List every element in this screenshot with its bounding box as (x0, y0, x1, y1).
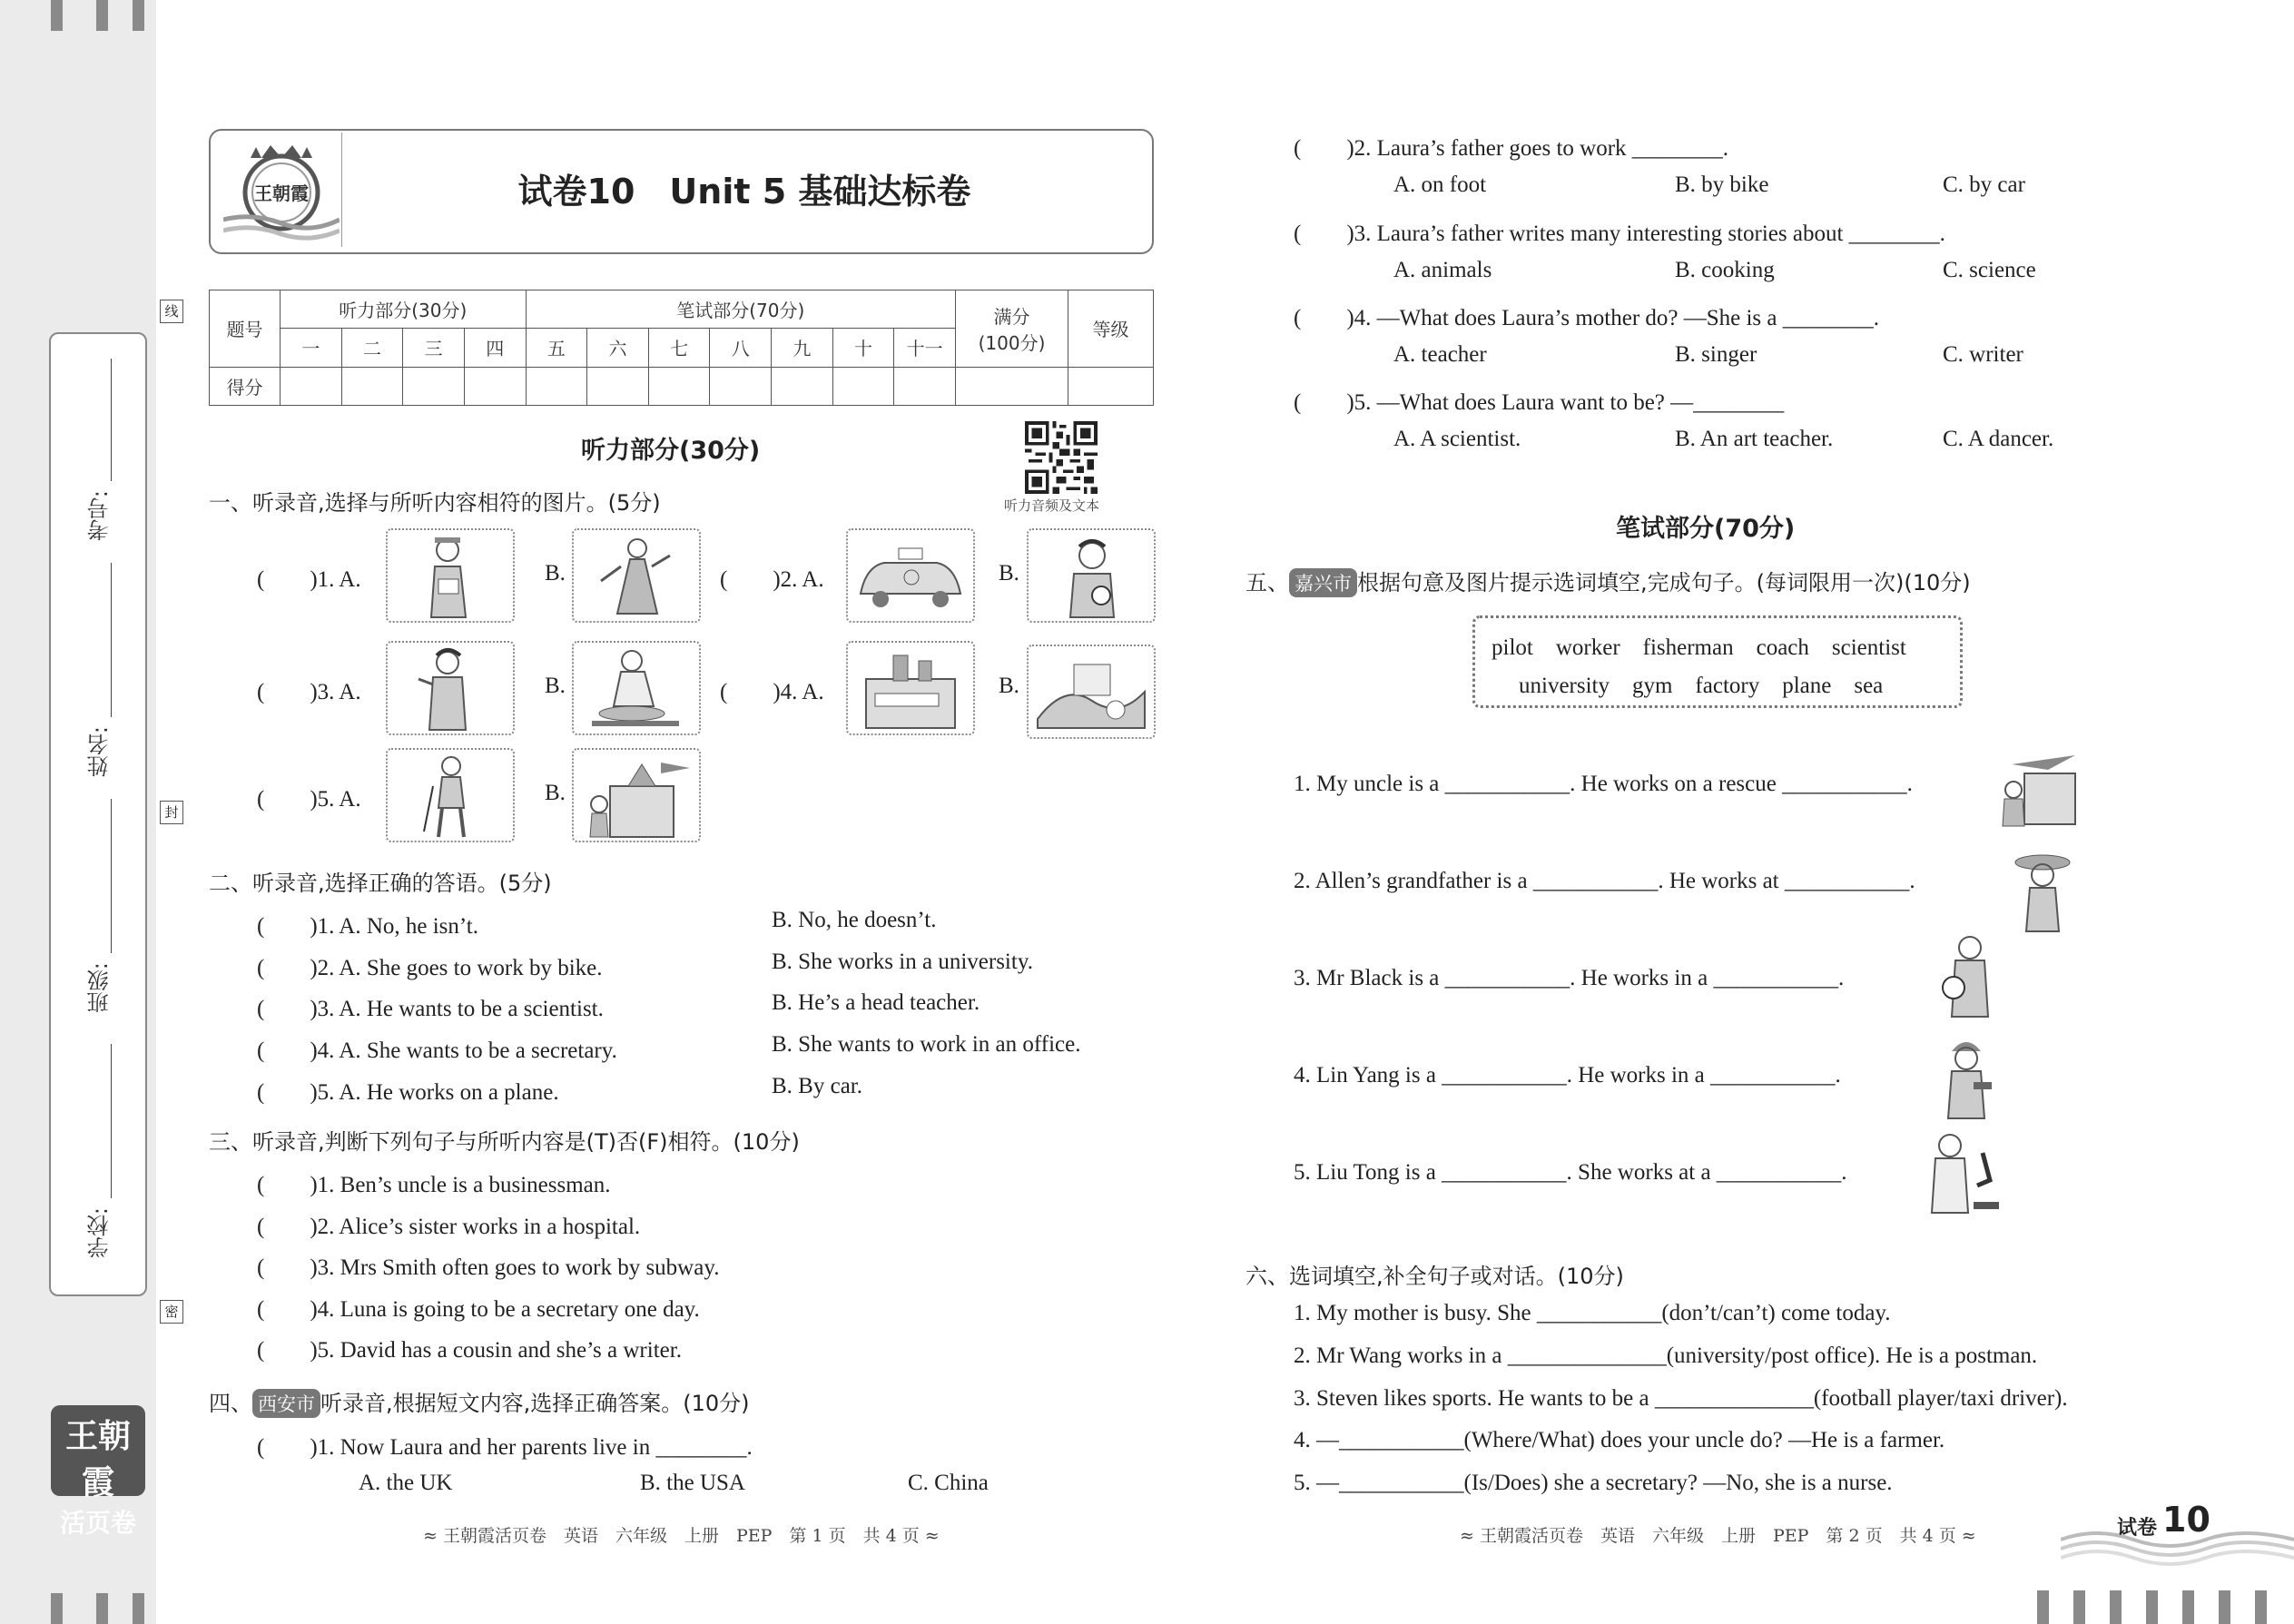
p4-q1-c: C. China (908, 1471, 989, 1495)
col-3: 三 (403, 329, 465, 367)
brand-logo: 王朝霞 活页卷 (51, 1405, 145, 1496)
part2-heading: 二、听录音,选择正确的答语。(5分) (209, 871, 552, 896)
p1-q3-b-label: B. (545, 674, 566, 698)
p1-q5-b-picture[interactable] (572, 748, 701, 842)
col-1: 一 (281, 329, 342, 367)
p2-q3-b: B. He’s a head teacher. (772, 990, 980, 1015)
farmer-hat-picture (2006, 844, 2079, 935)
score-cell[interactable] (956, 367, 1068, 405)
school-field[interactable] (111, 1044, 112, 1198)
p1-q5-b-label: B. (545, 781, 566, 805)
name-field[interactable] (111, 563, 112, 717)
score-cell[interactable] (587, 367, 649, 405)
score-cell[interactable] (464, 367, 526, 405)
p4-q2-c: C. by car (1943, 172, 2025, 197)
listening-header: 听力部分(30分) (281, 290, 527, 329)
p5-q4: 4. Lin Yang is a ___________. He works in a ___________. (1294, 1063, 1841, 1088)
col-10: 十 (832, 329, 894, 367)
word-bank (1472, 615, 1963, 708)
paper-badge: 试卷 10 (2061, 1500, 2294, 1572)
part1-heading: 一、听录音,选择与所听内容相符的图片。(5分) (209, 490, 661, 516)
svg-text:王朝霞: 王朝霞 (254, 182, 309, 204)
p4-q1-a: A. the UK (359, 1471, 453, 1495)
qr-caption: 听力音频及文本 (1004, 497, 1100, 514)
p1-q4-a-picture[interactable] (846, 641, 975, 735)
p2-q4-b: B. She wants to work in an office. (772, 1032, 1081, 1057)
scientist-microscope-picture (1923, 1126, 2004, 1216)
score-cell[interactable] (832, 367, 894, 405)
p1-q1-b-picture[interactable] (572, 528, 701, 623)
p6-q2: 2. Mr Wang works in a ______________(university/post office). He is a postman. (1294, 1343, 2038, 1368)
name-label: 姓名: (87, 726, 113, 778)
seal-line: 线 (160, 300, 183, 323)
p4-q2-a: A. on foot (1393, 172, 1487, 197)
p1-q2-a-picture[interactable] (846, 528, 975, 623)
coach-ball-picture (1934, 930, 2006, 1020)
col-2: 二 (341, 329, 403, 367)
col-4: 四 (464, 329, 526, 367)
p4-q5: ( )5. —What does Laura want to be? —________ (1294, 390, 1785, 415)
footer-right: ≈ 王朝霞活页卷 英语 六年级 上册 PEP 第 2 页 共 4 页 ≈ (1460, 1526, 1976, 1546)
col-11: 十一 (894, 329, 956, 367)
p1-q2-b-picture[interactable] (1027, 528, 1156, 623)
p5-q5: 5. Liu Tong is a ___________. She works at a ___________. (1294, 1160, 1847, 1185)
region-tag-xian: 西安市 (252, 1389, 320, 1418)
number-label: 考号: (87, 490, 113, 542)
score-label: 得分 (210, 367, 281, 405)
p4-q2-b: B. by bike (1675, 172, 1769, 197)
full-score: 满分 (100分) (956, 290, 1068, 368)
p1-q3: ( )3. A. (257, 680, 361, 704)
score-table (209, 290, 1154, 406)
score-cell[interactable] (526, 367, 587, 405)
part3-heading: 三、听录音,判断下列句子与所听内容是(T)否(F)相符。(10分) (209, 1129, 800, 1155)
p4-q1: ( )1. Now Laura and her parents live in ________. (257, 1435, 753, 1460)
score-cell[interactable] (341, 367, 403, 405)
part6-heading: 六、选词填空,补全句子或对话。(10分) (1245, 1264, 1624, 1289)
p2-q4-a: ( )4. A. She wants to be a secretary. (257, 1038, 617, 1063)
score-cell[interactable] (894, 367, 956, 405)
p2-q5-b: B. By car. (772, 1074, 862, 1098)
p4-q3-b: B. cooking (1675, 258, 1775, 282)
col-9: 九 (772, 329, 833, 367)
p4-q5-a: A. A scientist. (1393, 427, 1521, 451)
p1-q2-b-label: B. (999, 561, 1019, 586)
p1-q5-a-picture[interactable] (386, 748, 515, 842)
p4-q4-a: A. teacher (1393, 342, 1487, 367)
number-field[interactable] (111, 359, 112, 481)
p5-q3: 3. Mr Black is a ___________. He works in a ___________. (1294, 966, 1845, 990)
p4-q4-b: B. singer (1675, 342, 1757, 367)
p3-q1: ( )1. Ben’s uncle is a businessman. (257, 1173, 611, 1197)
p2-q2-b: B. She works in a university. (772, 950, 1033, 974)
pilot-plane-picture (1994, 737, 2084, 828)
p5-q1: 1. My uncle is a ___________. He works on a rescue ___________. (1294, 772, 1913, 796)
part5-heading: 五、 嘉兴市 根据句意及图片提示选词填空,完成句子。(每词限用一次)(10分) (1245, 570, 1971, 595)
score-cell[interactable] (648, 367, 710, 405)
score-cell[interactable] (1068, 367, 1154, 405)
p1-q4-b-picture[interactable] (1027, 645, 1156, 739)
p4-q5-b: B. An art teacher. (1675, 427, 1834, 451)
written-header: 笔试部分(70分) (526, 290, 956, 329)
grade-header: 等级 (1068, 290, 1154, 368)
p1-q3-a-picture[interactable] (386, 641, 515, 735)
publisher-logo (223, 136, 340, 243)
p2-q5-a: ( )5. A. He works on a plane. (257, 1080, 559, 1105)
p2-q3-a: ( )3. A. He wants to be a scientist. (257, 997, 604, 1021)
p4-q4-c: C. writer (1943, 342, 2023, 367)
p4-q3-a: A. animals (1393, 258, 1492, 282)
p4-q3: ( )3. Laura’s father writes many interesting stories about ________. (1294, 221, 1945, 246)
p3-q4: ( )4. Luna is going to be a secretary one day. (257, 1297, 700, 1322)
p2-q1-a: ( )1. A. No, he isn’t. (257, 914, 478, 939)
score-cell[interactable] (710, 367, 772, 405)
score-cell[interactable] (281, 367, 342, 405)
p1-q4: ( )4. A. (720, 680, 824, 704)
page-title: 试卷10 Unit 5 基础达标卷 (517, 172, 971, 212)
seal-secret: 密 (160, 1300, 183, 1324)
qr-code[interactable] (1024, 421, 1098, 494)
col-6: 六 (587, 329, 649, 367)
q-label: 题号 (210, 290, 281, 368)
p5-q2: 2. Allen’s grandfather is a ___________. He works at ___________. (1294, 869, 1915, 893)
score-cell[interactable] (772, 367, 833, 405)
p1-q4-b-label: B. (999, 674, 1019, 698)
p2-q2-a: ( )2. A. She goes to work by bike. (257, 956, 603, 980)
word-bank-row2: university gym factory plane sea (1519, 674, 1884, 698)
p1-q5: ( )5. A. (257, 787, 361, 812)
class-label: 班级: (87, 962, 113, 1014)
part4-heading: 四、 西安市 听录音,根据短文内容,选择正确答案。(10分) (209, 1391, 750, 1416)
p1-q1: ( )1. A. (257, 567, 361, 592)
written-title: 笔试部分(70分) (1616, 515, 1796, 543)
score-cell[interactable] (403, 367, 465, 405)
word-bank-row1: pilot worker fisherman coach scientist (1492, 635, 1906, 660)
region-tag-jiaxing: 嘉兴市 (1289, 568, 1357, 597)
footer-left: ≈ 王朝霞活页卷 英语 六年级 上册 PEP 第 1 页 共 4 页 ≈ (423, 1526, 940, 1546)
class-field[interactable] (111, 799, 112, 953)
p1-q1-b-label: B. (545, 561, 566, 586)
listening-title: 听力部分(30分) (581, 437, 761, 465)
p4-q5-c: C. A dancer. (1943, 427, 2054, 451)
p1-q1-a-picture[interactable] (386, 528, 515, 623)
p1-q3-b-picture[interactable] (572, 641, 701, 735)
p3-q2: ( )2. Alice’s sister works in a hospital. (257, 1215, 641, 1239)
p3-q5: ( )5. David has a cousin and she’s a writer. (257, 1338, 682, 1363)
school-label: 学校: (87, 1207, 113, 1259)
p6-q4: 4. —___________(Where/What) does your uncle do? —He is a farmer. (1294, 1428, 1945, 1452)
p4-q2: ( )2. Laura’s father goes to work ________. (1294, 136, 1729, 161)
p6-q5: 5. —___________(Is/Does) she a secretary? —No, she is a nurse. (1294, 1471, 1893, 1495)
p4-q3-c: C. science (1943, 258, 2036, 282)
p4-q4: ( )4. —What does Laura’s mother do? —She is a ________. (1294, 306, 1880, 330)
p6-q3: 3. Steven likes sports. He wants to be a ______________(football player/taxi driver). (1294, 1386, 2068, 1411)
col-5: 五 (526, 329, 587, 367)
p1-q2: ( )2. A. (720, 567, 824, 592)
p6-q1: 1. My mother is busy. She ___________(don’t/can’t) come today. (1294, 1301, 1891, 1325)
col-7: 七 (648, 329, 710, 367)
p2-q1-b: B. No, he doesn’t. (772, 908, 937, 932)
p3-q3: ( )3. Mrs Smith often goes to work by subway. (257, 1255, 720, 1280)
student-info-box (49, 332, 147, 1296)
p4-q1-b: B. the USA (640, 1471, 745, 1495)
worker-helmet-picture (1930, 1031, 2003, 1122)
seal-seal: 封 (160, 801, 183, 824)
col-8: 八 (710, 329, 772, 367)
